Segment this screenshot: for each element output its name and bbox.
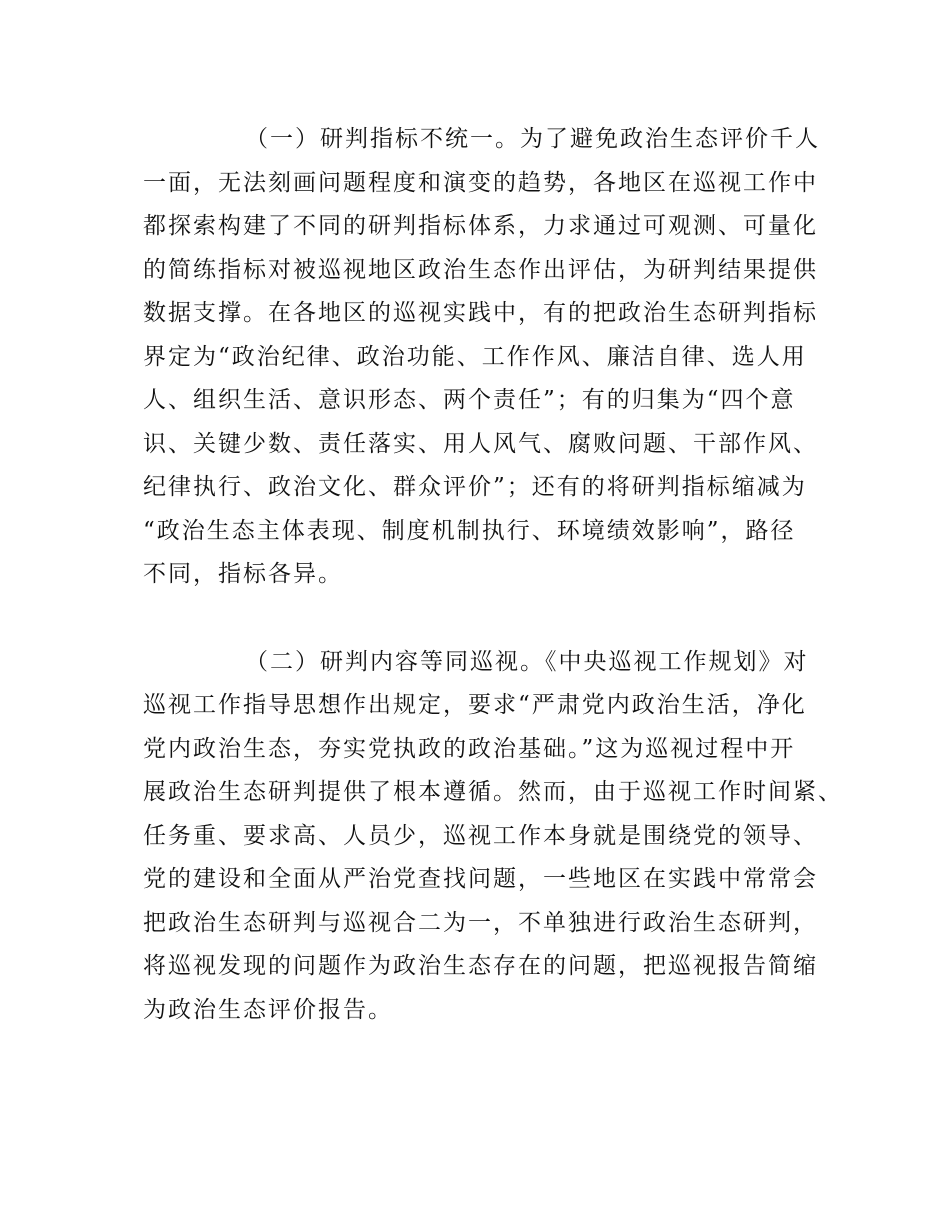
paragraph-2-line-1: （二）研判内容等同巡视。《中央巡视工作规划》对 — [245, 649, 809, 675]
paragraph-1-line-11: 不同，指标各异。 — [143, 561, 343, 587]
paragraph-2-line-8: 将巡视发现的问题作为政治生态存在的问题，把巡视报告简缩 — [143, 953, 818, 979]
paragraph-1-line-9: 纪律执行、政治文化、群众评价”；还有的将研判指标缩减为 — [143, 474, 807, 500]
paragraph-2-line-5: 任务重、要求高、人员少，巡视工作本身就是围绕党的领导、 — [143, 823, 818, 849]
paragraph-2-line-9: 为政治生态评价报告。 — [143, 997, 393, 1023]
paragraph-1-line-5: 数据支撑。在各地区的巡视实践中，有的把政治生态研判指标 — [143, 300, 818, 326]
paragraph-2-line-3: 党内政治生态，夯实党执政的政治基础。”这为巡视过程中开 — [143, 736, 796, 762]
paragraph-1-line-8: 识、关键少数、责任落实、用人风气、腐败问题、干部作风、 — [143, 431, 818, 457]
paragraph-1-line-3: 都探索构建了不同的研判指标体系，力求通过可观测、可量化 — [143, 213, 818, 239]
paragraph-2-line-2: 巡视工作指导思想作出规定，要求“严肃党内政治生活，净化 — [143, 692, 807, 718]
paragraph-1-line-1: （一）研判指标不统一。为了避免政治生态评价千人 — [245, 126, 820, 152]
paragraph-2-line-4: 展政治生态研判提供了根本遵循。然而，由于巡视工作时间紧、 — [143, 779, 843, 805]
paragraph-1-line-4: 的简练指标对被巡视地区政治生态作出评估，为研判结果提供 — [143, 257, 818, 283]
paragraph-2-line-7: 把政治生态研判与巡视合二为一，不单独进行政治生态研判， — [143, 910, 818, 936]
paragraph-1-line-6: 界定为“政治纪律、政治功能、工作作风、廉洁自律、选人用 — [143, 344, 807, 370]
paragraph-2-line-6: 党的建设和全面从严治党查找问题，一些地区在实践中常常会 — [143, 866, 818, 892]
paragraph-1-line-7: 人、组织生活、意识形态、两个责任”；有的归集为“四个意 — [143, 387, 796, 413]
paragraph-1-line-10: “政治生态主体表现、制度机制执行、环境绩效影响”，路径 — [143, 518, 796, 544]
paragraph-1-line-2: 一面，无法刻画问题程度和演变的趋势，各地区在巡视工作中 — [143, 170, 818, 196]
